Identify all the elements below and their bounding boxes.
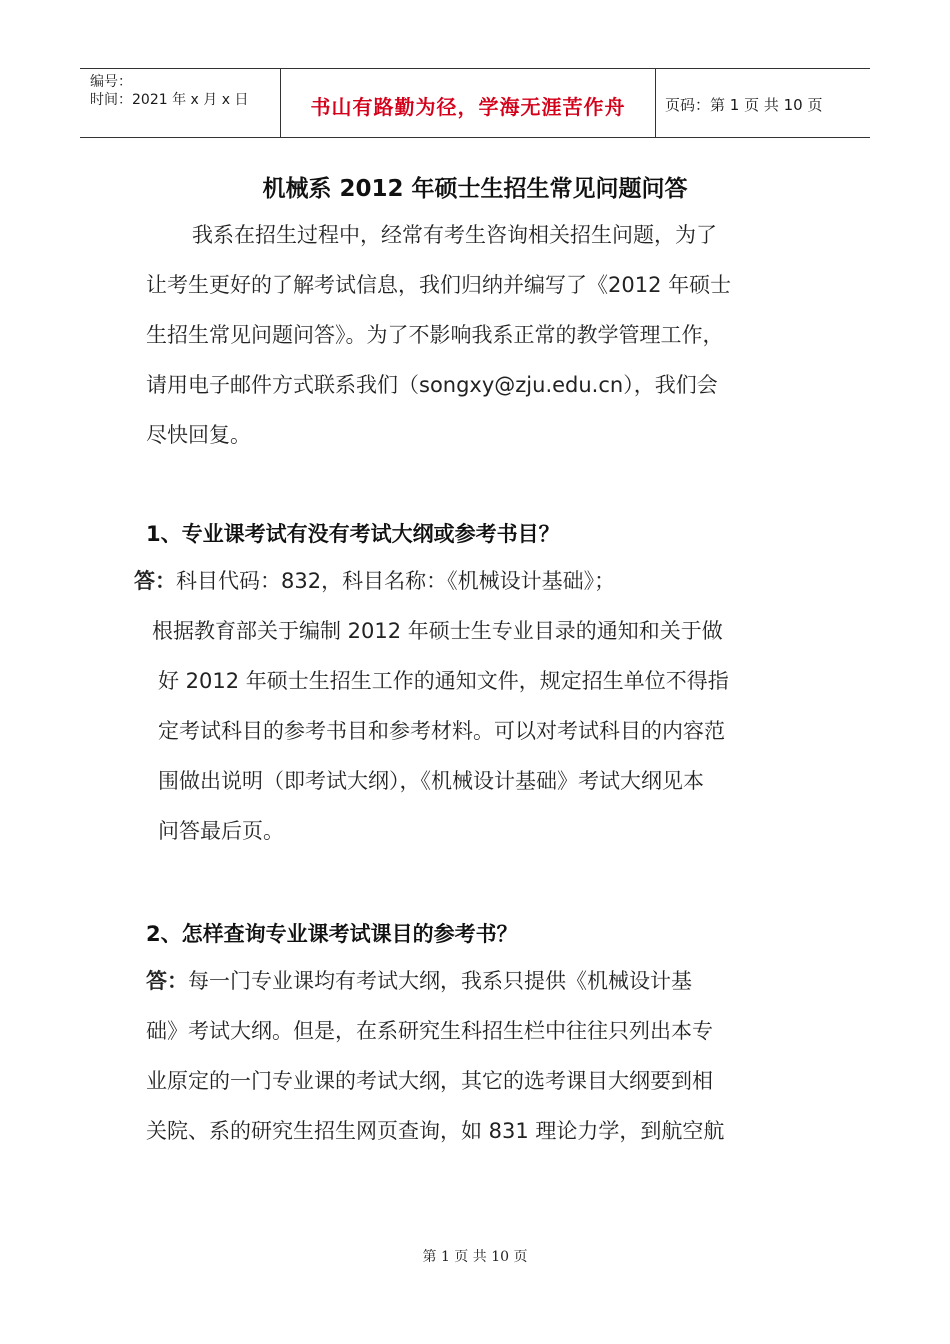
answer-tag: 答：: [146, 969, 188, 993]
intro-line: 让考生更好的了解考试信息，我们归纳并编写了《2012 年硕士: [146, 273, 732, 297]
answer-2-line: 础》考试大纲。但是，在系研究生科招生栏中往往只列出本专: [146, 1019, 713, 1043]
answer-2-line: 关院、系的研究生招生网页查询，如 831 理论力学，到航空航: [146, 1119, 725, 1143]
answer-1-line: 围做出说明（即考试大纲），《机械设计基础》考试大纲见本: [158, 769, 704, 793]
page-footer: 第 1 页 共 10 页: [422, 1249, 528, 1265]
answer-2-body: [146, 956, 724, 1156]
header-motto-cell: [280, 69, 656, 137]
answer-1-text: 科目代码：832，科目名称：《机械设计基础》；: [176, 569, 616, 593]
answer-tag: 答：: [134, 569, 176, 593]
question-1-heading: 1、专业课考试有没有考试大纲或参考书目？: [146, 522, 560, 546]
page-info: 页码：第 1 页 共 10 页: [665, 96, 823, 114]
document-title: 机械系 2012 年硕士生招生常见问题问答: [262, 176, 688, 202]
answer-2-line: 业原定的一门专业课的考试大纲，其它的选考课目大纲要到相: [146, 1069, 713, 1093]
number-label: 编号：: [90, 74, 132, 90]
question-2-heading: 2、怎样查询专业课考试课目的参考书？: [146, 922, 518, 946]
header-meta-cell: [80, 69, 280, 137]
answer-1-first-line: [134, 556, 615, 606]
intro-line: 我系在招生过程中，经常有考生咨询相关招生问题，为了: [192, 223, 717, 247]
intro-paragraph: [146, 210, 731, 460]
page-header: [80, 68, 870, 138]
answer-1-line: 问答最后页。: [158, 819, 284, 843]
header-page-cell: [655, 69, 870, 137]
motto: 书山有路勤为径，学海无涯苦作舟: [310, 95, 626, 119]
intro-line: 请用电子邮件方式联系我们（songxy@zju.edu.cn），我们会: [146, 373, 718, 397]
answer-1-body: [152, 606, 729, 856]
time-label: 时间：2021 年 x 月 x 日: [90, 92, 249, 108]
answer-1-line: 定考试科目的参考书目和参考材料。可以对考试科目的内容范: [158, 719, 725, 743]
intro-line: 生招生常见问题问答》。为了不影响我系正常的教学管理工作，: [146, 323, 724, 347]
answer-2-text: 每一门专业课均有考试大纲，我系只提供《机械设计基: [188, 969, 692, 993]
intro-line: 尽快回复。: [146, 423, 251, 447]
answer-1-line: 好 2012 年硕士生招生工作的通知文件，规定招生单位不得指: [158, 669, 729, 693]
answer-1-line: 根据教育部关于编制 2012 年硕士生专业目录的通知和关于做: [152, 619, 723, 643]
